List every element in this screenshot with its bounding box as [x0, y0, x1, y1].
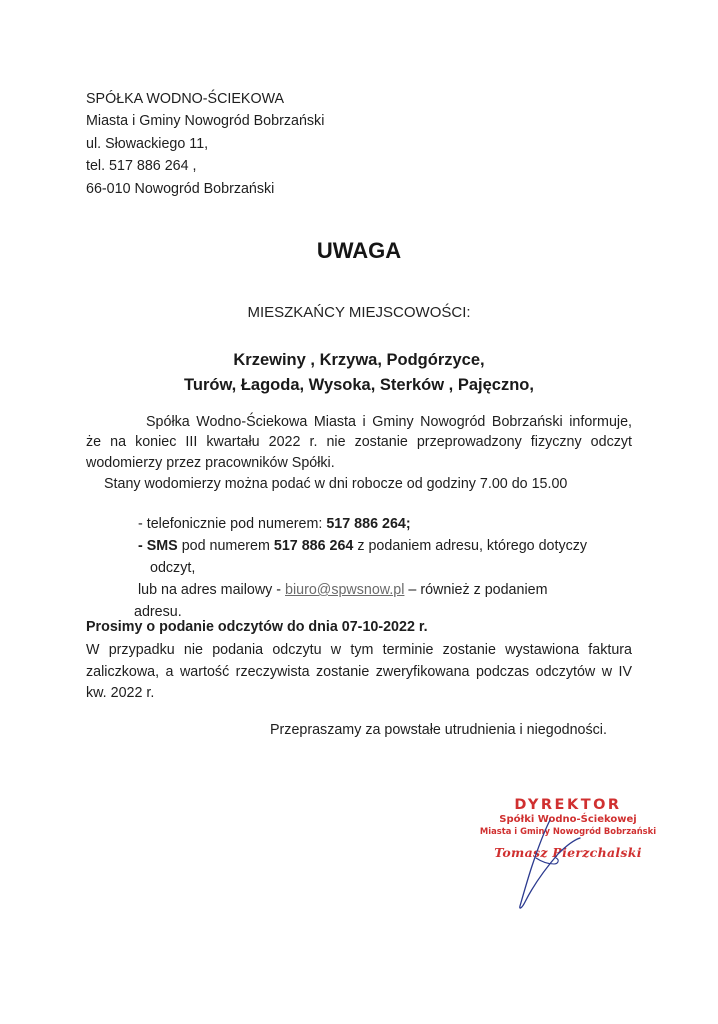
sender-address-block — [86, 88, 324, 200]
sender-company-name: SPÓŁKA WODNO-ŚCIEKOWA — [86, 91, 285, 107]
body-paragraph-hours: Stany wodomierzy można podać w dni robocze od godziny 7.00 do 15.00 — [104, 476, 568, 492]
places-line-1: Krzewiny , Krzywa, Podgórzyce, — [233, 351, 485, 369]
contact-phone-number: 517 886 264; — [326, 516, 411, 532]
sender-municipality: Miasta i Gminy Nowogród Bobrzański — [86, 113, 325, 130]
deadline-notice: Prosimy o podanie odczytów do dnia 07-10-2022 r. — [86, 619, 428, 635]
stamp-company: Spółki Wodno-Ściekowej — [499, 814, 637, 825]
contact-sms-line — [138, 535, 587, 557]
contact-sms-continuation: odczyt, — [150, 560, 196, 576]
contact-phone-label: - telefonicznie pod numerem: — [138, 516, 327, 532]
notice-subtitle: MIESZKAŃCY MIEJSCOWOŚCI: — [247, 304, 471, 321]
contact-sms-mid: pod numerem — [177, 538, 274, 554]
places-list — [0, 348, 718, 398]
contact-methods-list — [134, 513, 588, 623]
places-line-2: Turów, Łagoda, Wysoka, Sterków , Pajęczno, — [184, 376, 534, 394]
contact-email-suffix: – również z podaniem — [404, 582, 548, 598]
stamp-director-name: Tomasz Pierzchalski — [494, 845, 642, 860]
contact-sms-dash: - — [138, 538, 147, 554]
contact-sms-number: 517 886 264 — [273, 538, 354, 554]
contact-email-line — [138, 579, 587, 601]
contact-email-link[interactable]: biuro@spwsnow.pl — [285, 582, 405, 598]
contact-sms-label: SMS — [146, 538, 178, 554]
apology-text: Przepraszamy za powstałe utrudnienia i niegodności. — [270, 722, 607, 738]
contact-email-label: lub na adres mailowy - — [138, 582, 286, 598]
contact-phone-line — [138, 513, 587, 535]
notice-title: UWAGA — [316, 238, 402, 263]
stamp-municipality: Miasta i Gminy Nowogród Bobrzański — [479, 826, 657, 836]
sender-postal-city: 66-010 Nowogród Bobrzański — [86, 180, 275, 197]
advance-invoice-note: W przypadku nie podania odczytu w tym terminie zostanie wystawiona faktura zaliczkowa, a wartość rzeczywista zostanie zweryfikowana podczas odczytów w IV kw. 2022 r. — [86, 642, 632, 701]
sender-street: ul. Słowackiego 11, — [86, 135, 209, 152]
sender-phone: tel. 517 886 264 , — [86, 158, 197, 175]
stamp-title: DYREKTOR — [514, 797, 622, 813]
handwritten-signature — [510, 818, 590, 913]
body-paragraph-information: Spółka Wodno-Ściekowa Miasta i Gminy Nowogród Bobrzański informuje, że na koniec III kwartału 2022 r. nie zostanie przeprowadzony fizyczny odczyt wodomierzy przez pracowników Spółki. — [86, 414, 632, 471]
contact-email-continuation: adresu. — [134, 604, 182, 620]
contact-sms-suffix: z podaniem adresu, którego dotyczy — [353, 538, 588, 554]
